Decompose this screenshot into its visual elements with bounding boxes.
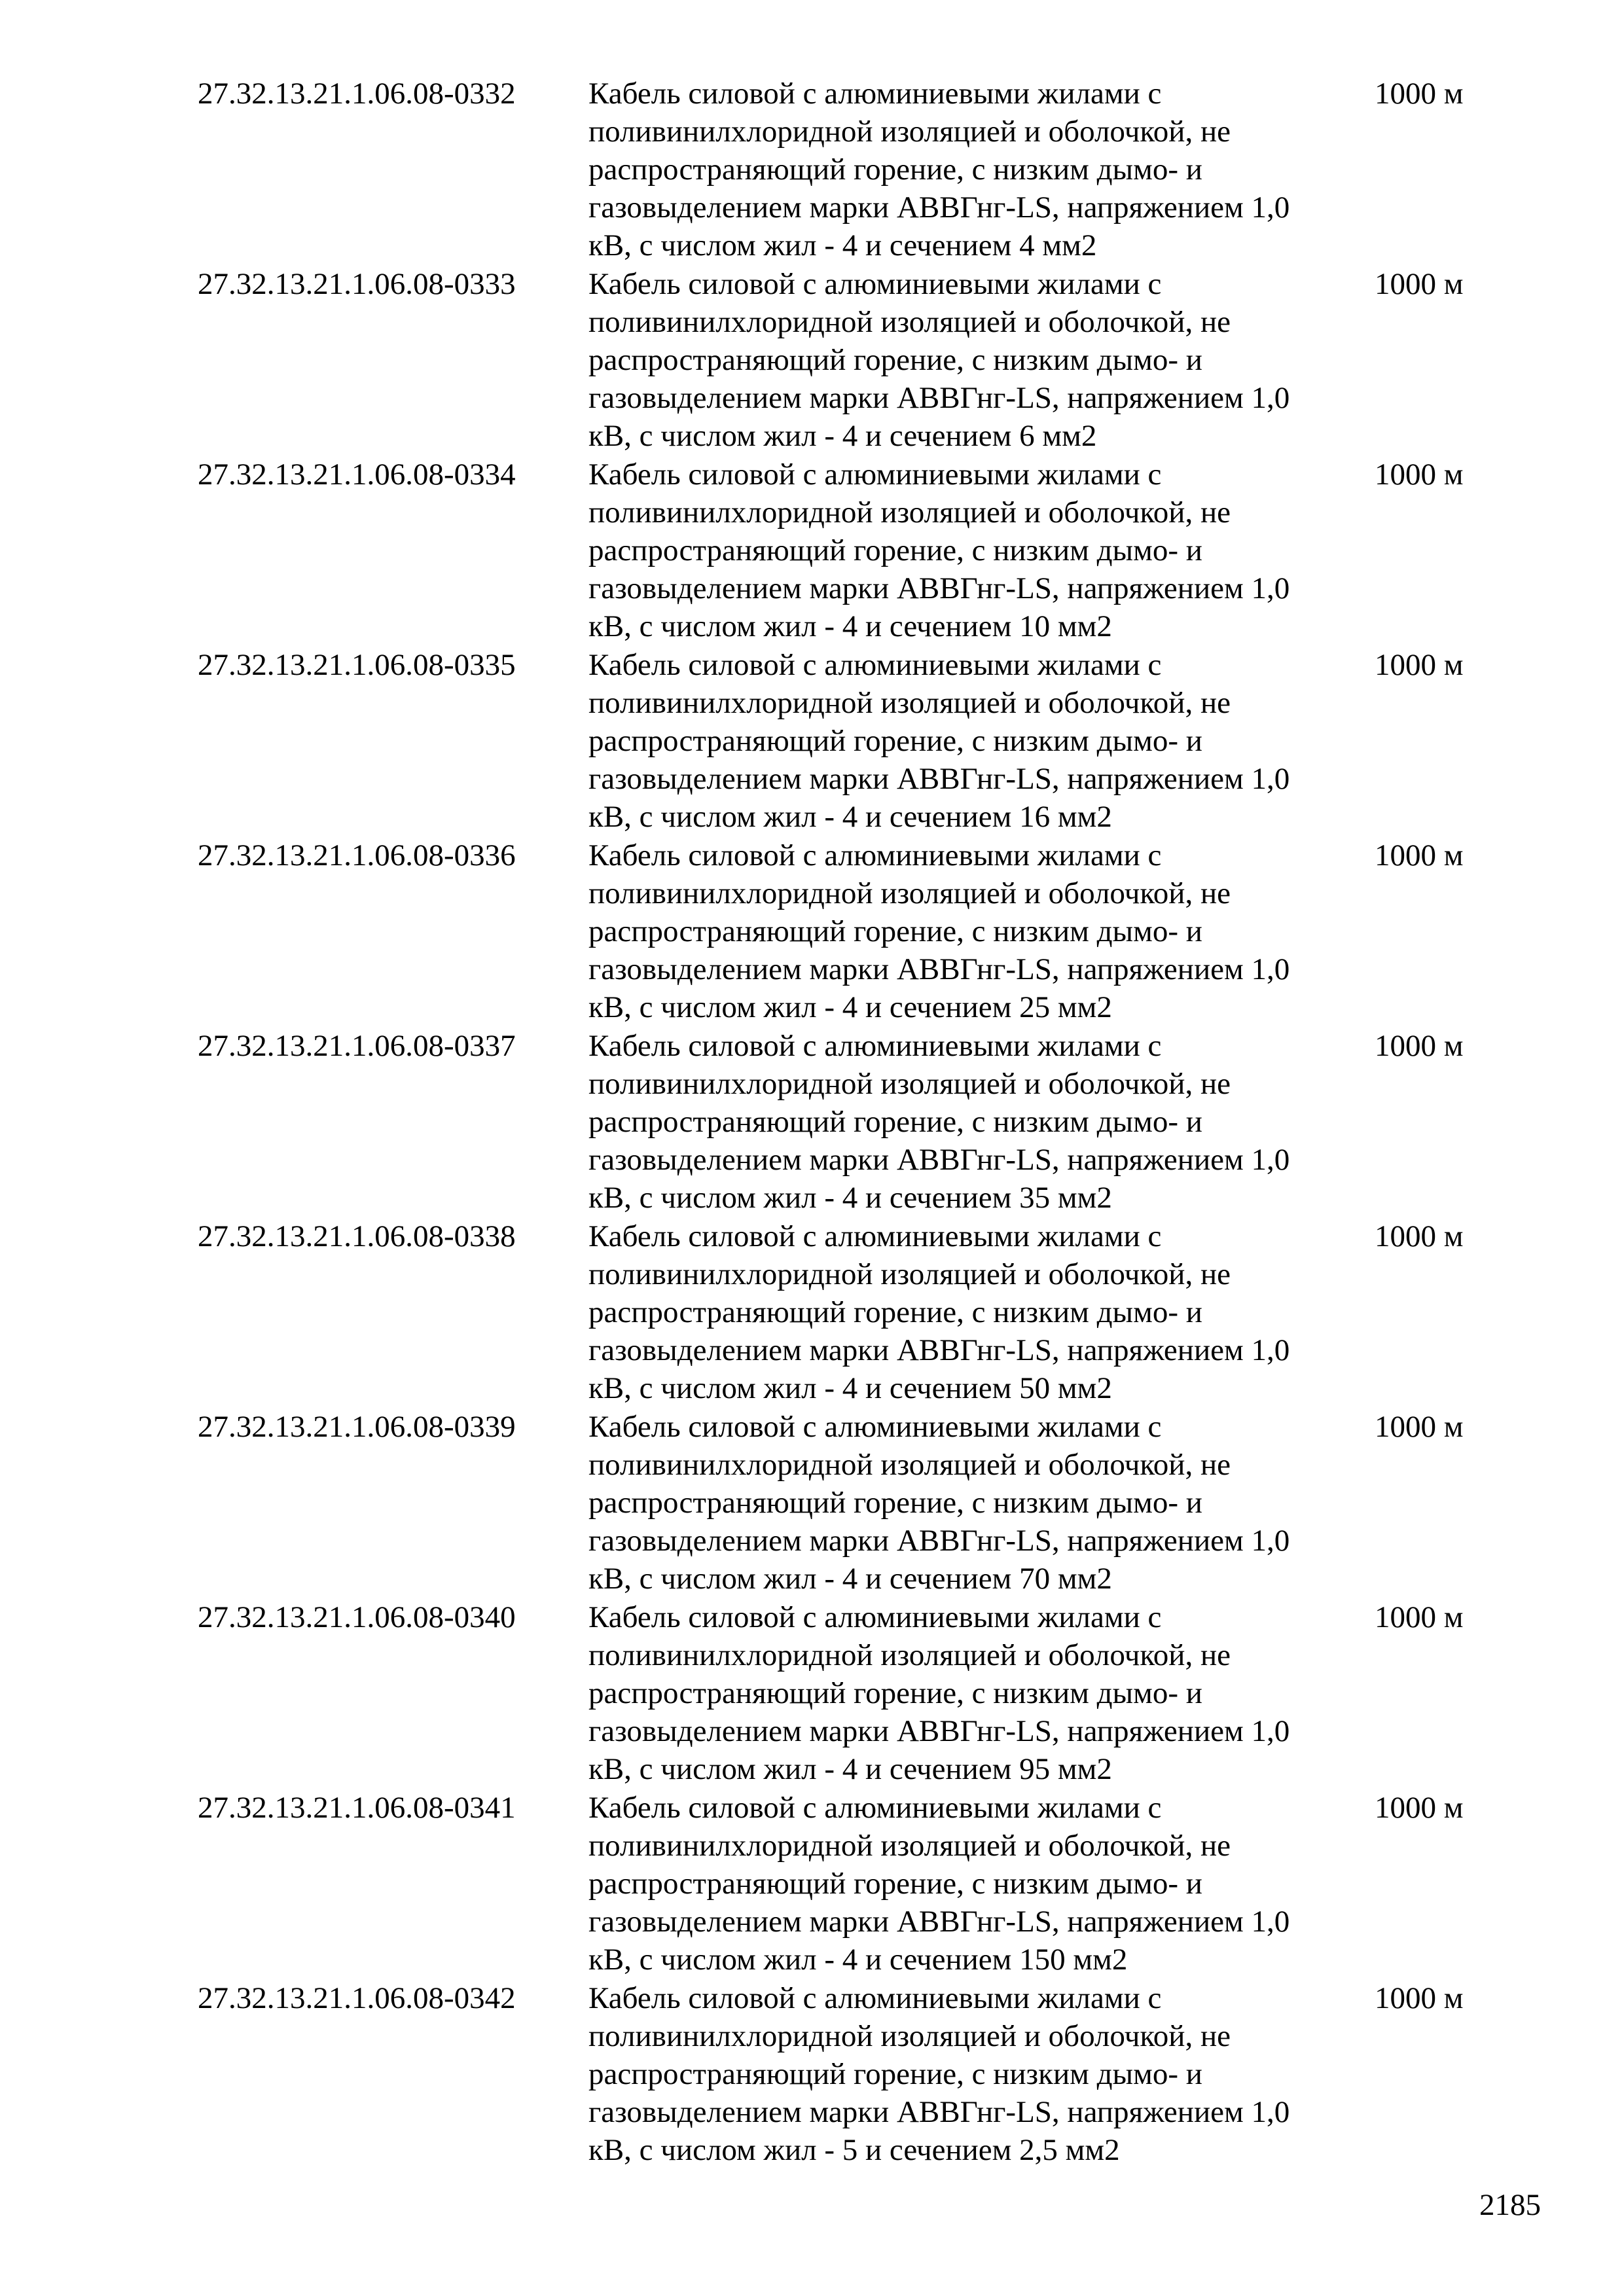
resource-description: Кабель силовой с алюминиевыми жилами с поливинилхлоридной изоляцией и оболочкой, не распространяющий горение, с низким дымо- и газовыделением марки АВВГнг-LS, напряжением 1,0 кВ, с числом жил - 5 и сечением 2,5 мм2 xyxy=(588,1981,1290,2167)
resource-code: 27.32.13.21.1.06.08-0337 xyxy=(198,1029,516,1063)
table-row xyxy=(198,1789,1494,1979)
resource-unit: 1000 м xyxy=(1375,1410,1464,1444)
resource-code: 27.32.13.21.1.06.08-0342 xyxy=(198,1981,516,2015)
table-row xyxy=(198,646,1494,836)
table-row xyxy=(198,456,1494,646)
resource-code: 27.32.13.21.1.06.08-0334 xyxy=(198,457,516,492)
page-number: 2185 xyxy=(1479,2188,1541,2222)
table-row xyxy=(198,75,1494,265)
resource-unit: 1000 м xyxy=(1375,1219,1464,1253)
table-row xyxy=(198,1217,1494,1408)
table-row xyxy=(198,1027,1494,1217)
resource-description: Кабель силовой с алюминиевыми жилами с поливинилхлоридной изоляцией и оболочкой, не распространяющий горение, с низким дымо- и газовыделением марки АВВГнг-LS, напряжением 1,0 кВ, с числом жил - 4 и сечением 4 мм2 xyxy=(588,77,1290,262)
resource-code: 27.32.13.21.1.06.08-0333 xyxy=(198,267,516,301)
table-row xyxy=(198,1598,1494,1789)
resource-description: Кабель силовой с алюминиевыми жилами с поливинилхлоридной изоляцией и оболочкой, не распространяющий горение, с низким дымо- и газовыделением марки АВВГнг-LS, напряжением 1,0 кВ, с числом жил - 4 и сечением 10 мм2 xyxy=(588,457,1290,643)
resource-description: Кабель силовой с алюминиевыми жилами с поливинилхлоридной изоляцией и оболочкой, не распространяющий горение, с низким дымо- и газовыделением марки АВВГнг-LS, напряжением 1,0 кВ, с числом жил - 4 и сечением 150 мм2 xyxy=(588,1791,1290,1977)
resource-description: Кабель силовой с алюминиевыми жилами с поливинилхлоридной изоляцией и оболочкой, не распространяющий горение, с низким дымо- и газовыделением марки АВВГнг-LS, напряжением 1,0 кВ, с числом жил - 4 и сечением 16 мм2 xyxy=(588,648,1290,834)
resource-description: Кабель силовой с алюминиевыми жилами с поливинилхлоридной изоляцией и оболочкой, не распространяющий горение, с низким дымо- и газовыделением марки АВВГнг-LS, напряжением 1,0 кВ, с числом жил - 4 и сечением 35 мм2 xyxy=(588,1029,1290,1215)
resource-description: Кабель силовой с алюминиевыми жилами с поливинилхлоридной изоляцией и оболочкой, не распространяющий горение, с низким дымо- и газовыделением марки АВВГнг-LS, напряжением 1,0 кВ, с числом жил - 4 и сечением 25 мм2 xyxy=(588,838,1290,1024)
resource-code: 27.32.13.21.1.06.08-0341 xyxy=(198,1791,516,1825)
resource-unit: 1000 м xyxy=(1375,1029,1464,1063)
resource-code: 27.32.13.21.1.06.08-0336 xyxy=(198,838,516,872)
table-row xyxy=(198,1979,1494,2170)
resource-unit: 1000 м xyxy=(1375,77,1464,111)
table-row xyxy=(198,265,1494,456)
resource-code: 27.32.13.21.1.06.08-0339 xyxy=(198,1410,516,1444)
resource-description: Кабель силовой с алюминиевыми жилами с поливинилхлоридной изоляцией и оболочкой, не распространяющий горение, с низким дымо- и газовыделением марки АВВГнг-LS, напряжением 1,0 кВ, с числом жил - 4 и сечением 95 мм2 xyxy=(588,1600,1290,1786)
resource-unit: 1000 м xyxy=(1375,1600,1464,1634)
resource-code: 27.32.13.21.1.06.08-0340 xyxy=(198,1600,516,1634)
resource-description: Кабель силовой с алюминиевыми жилами с поливинилхлоридной изоляцией и оболочкой, не распространяющий горение, с низким дымо- и газовыделением марки АВВГнг-LS, напряжением 1,0 кВ, с числом жил - 4 и сечением 70 мм2 xyxy=(588,1410,1290,1596)
resource-code: 27.32.13.21.1.06.08-0338 xyxy=(198,1219,516,1253)
resource-unit: 1000 м xyxy=(1375,838,1464,872)
resource-code: 27.32.13.21.1.06.08-0335 xyxy=(198,648,516,682)
resource-unit: 1000 м xyxy=(1375,457,1464,492)
resource-table xyxy=(198,75,1494,2170)
resource-unit: 1000 м xyxy=(1375,1791,1464,1825)
resource-description: Кабель силовой с алюминиевыми жилами с поливинилхлоридной изоляцией и оболочкой, не распространяющий горение, с низким дымо- и газовыделением марки АВВГнг-LS, напряжением 1,0 кВ, с числом жил - 4 и сечением 50 мм2 xyxy=(588,1219,1290,1405)
resource-unit: 1000 м xyxy=(1375,648,1464,682)
table-row xyxy=(198,836,1494,1027)
resource-unit: 1000 м xyxy=(1375,267,1464,301)
table-row xyxy=(198,1408,1494,1598)
resource-code: 27.32.13.21.1.06.08-0332 xyxy=(198,77,516,111)
resource-unit: 1000 м xyxy=(1375,1981,1464,2015)
resource-description: Кабель силовой с алюминиевыми жилами с поливинилхлоридной изоляцией и оболочкой, не распространяющий горение, с низким дымо- и газовыделением марки АВВГнг-LS, напряжением 1,0 кВ, с числом жил - 4 и сечением 6 мм2 xyxy=(588,267,1290,453)
